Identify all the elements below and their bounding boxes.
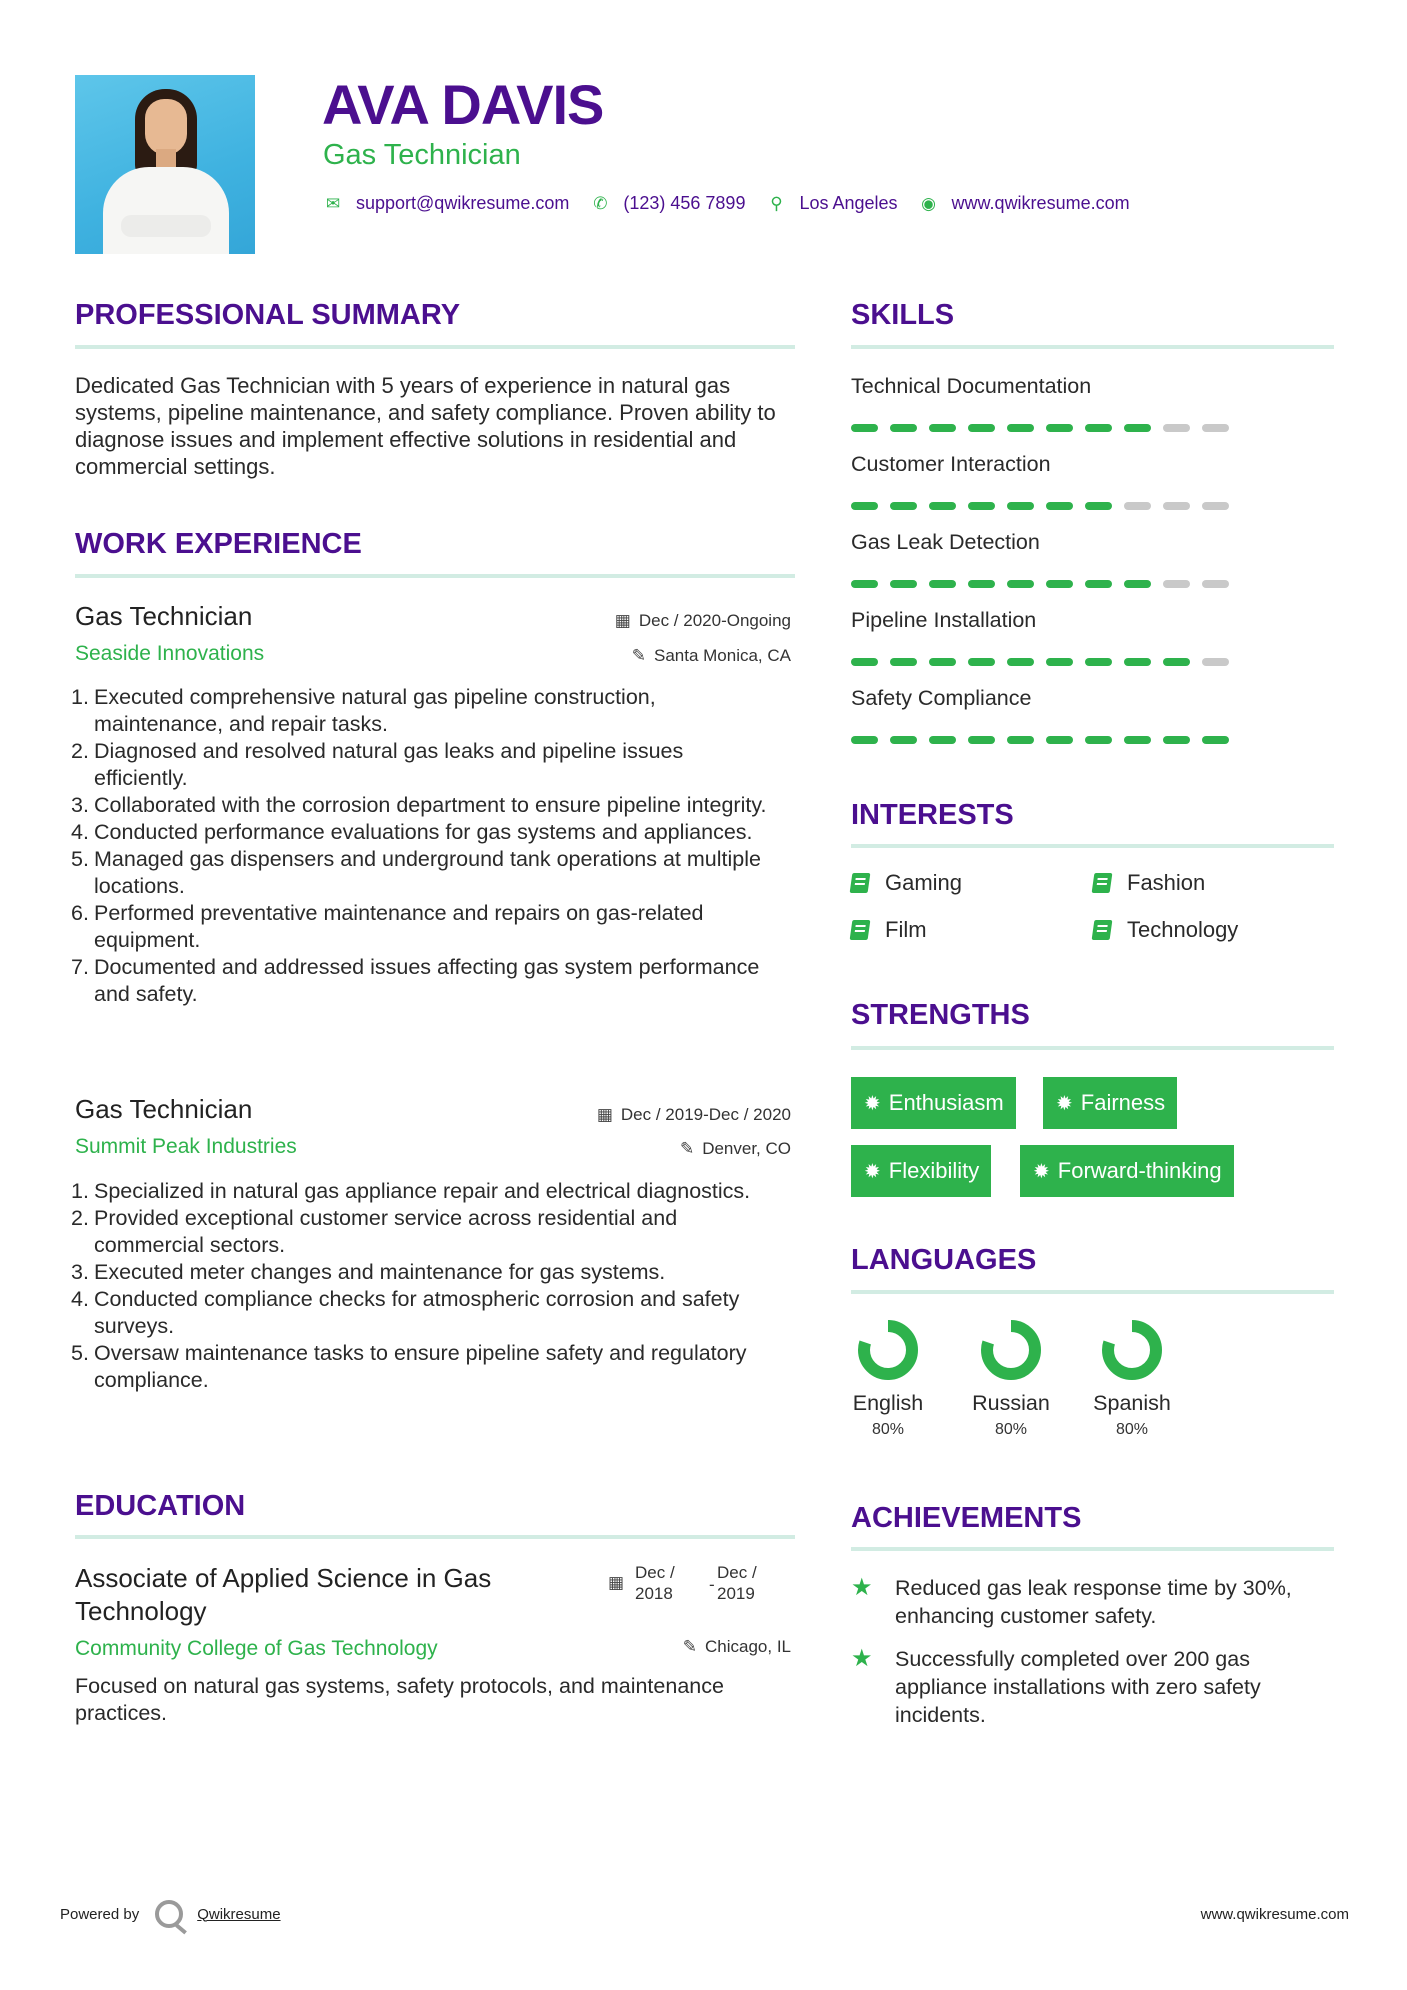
achievements-divider (851, 1547, 1334, 1551)
skill-level-segment (1007, 736, 1034, 744)
interest-item: Fashion (1093, 870, 1205, 896)
strength-badge: ✹ Flexibility (851, 1145, 991, 1197)
skill-level-segment (1163, 658, 1190, 666)
list-item: 3. Collaborated with the corrosion department to ensure pipeline integrity. (71, 793, 767, 817)
skill-level-segment (929, 502, 956, 510)
skill-level-segment (851, 658, 878, 666)
pin-icon: ✎ (631, 646, 646, 665)
summary-heading: PROFESSIONAL SUMMARY (75, 299, 461, 331)
job-date (615, 610, 791, 632)
list-item: 1. Specialized in natural gas appliance repair and electrical diagnostics. (71, 1179, 751, 1203)
job-title: Gas Technician (75, 1094, 253, 1124)
job-company: Summit Peak Industries (75, 1135, 297, 1158)
list-item: 6. Performed preventative maintenance and repairs on gas-related equipment. (71, 901, 704, 952)
languages-divider (851, 1290, 1334, 1294)
skill-level-segment (1007, 580, 1034, 588)
language-percent: 80% (994, 1421, 1028, 1438)
skill-level-segment (890, 736, 917, 744)
star-icon: ★ (851, 1574, 873, 1601)
list-item: 1. Executed comprehensive natural gas pipeline construction, maintenance, and repair tasks. (71, 685, 656, 736)
skill-level-bar (851, 502, 1241, 510)
skill-level-bar (851, 736, 1241, 744)
edu-date-end-year: 2019 (717, 1584, 755, 1603)
summary-divider (75, 345, 795, 349)
interest-item: Film (851, 917, 927, 943)
job-location-text: Denver, CO (702, 1139, 791, 1158)
skill-level-segment (1163, 424, 1190, 432)
footer-powered-by (60, 1900, 281, 1928)
skill-level-segment (1124, 502, 1151, 510)
calendar-icon: ▦ (608, 1573, 625, 1592)
edu-date-end-month: Dec / (717, 1563, 757, 1582)
list-item: 2. Provided exceptional customer service across residential and commercial sectors. (71, 1206, 678, 1257)
skill-level-segment (1046, 502, 1073, 510)
skill-level-segment (890, 502, 917, 510)
skill-level-segment (929, 580, 956, 588)
badge-star-icon: ✹ (864, 1160, 881, 1183)
skill-level-segment (1124, 580, 1151, 588)
contact-bar (322, 193, 1150, 214)
job-bullets (71, 1178, 775, 1394)
skill-level-segment (1202, 736, 1229, 744)
skill-level-segment (968, 424, 995, 432)
skill-level-segment (1085, 502, 1112, 510)
skill-level-segment (1046, 736, 1073, 744)
list-item: 2. Diagnosed and resolved natural gas leaks and pipeline issues efficiently. (71, 739, 684, 790)
strength-badge: ✹ Forward-thinking (1020, 1145, 1234, 1197)
skill-level-segment (929, 424, 956, 432)
skills-divider (851, 345, 1334, 349)
skill-level-segment (851, 502, 878, 510)
strength-badge: ✹ Fairness (1043, 1077, 1177, 1129)
achievement-item: ★ Reduced gas leak response time by 30%, enhancing customer safety. (851, 1574, 1292, 1628)
education-description: Focused on natural gas systems, safety protocols, and maintenance practices. (75, 1674, 724, 1725)
skill-level-segment (1124, 736, 1151, 744)
book-icon (850, 873, 871, 893)
language-ring (979, 1318, 1043, 1382)
list-item: 5. Managed gas dispensers and underground tank operations at multiple locations. (71, 847, 761, 898)
job-location-text: Santa Monica, CA (653, 646, 791, 665)
education-divider (75, 1535, 795, 1539)
star-icon: ★ (851, 1645, 873, 1672)
brand-link[interactable]: Qwikresume (197, 1905, 281, 1923)
pin-icon: ✎ (679, 1139, 695, 1158)
job-location (632, 645, 791, 667)
skill-name: Pipeline Installation (851, 608, 1037, 632)
language-ring (1100, 1318, 1164, 1382)
language-ring-arc (1108, 1326, 1156, 1374)
skill-level-segment (1124, 424, 1151, 432)
book-icon (850, 920, 871, 940)
experience-divider (75, 574, 795, 578)
achievements-heading: ACHIEVEMENTS (851, 1502, 1082, 1534)
candidate-title: Gas Technician (323, 139, 521, 171)
skill-level-segment (1046, 424, 1073, 432)
skill-level-segment (1007, 424, 1034, 432)
language-percent: 80% (871, 1421, 905, 1438)
interest-item: Technology (1093, 917, 1238, 943)
badge-star-icon: ✹ (864, 1092, 881, 1115)
skill-level-segment (1085, 658, 1112, 666)
degree-title: Associate of Applied Science in Gas Technology (75, 1563, 492, 1626)
skill-level-segment (968, 502, 995, 510)
skill-level-segment (890, 658, 917, 666)
skill-level-segment (851, 424, 878, 432)
list-item: 4. Conducted performance evaluations for gas systems and appliances. (71, 820, 753, 844)
languages-heading: LANGUAGES (851, 1244, 1037, 1276)
list-item: 4. Conducted compliance checks for atmospheric corrosion and safety surveys. (71, 1287, 740, 1338)
skill-level-segment (851, 736, 878, 744)
skill-level-bar (851, 658, 1241, 666)
skill-level-segment (1046, 658, 1073, 666)
skill-name: Safety Compliance (851, 686, 1032, 710)
website-link[interactable]: www.qwikresume.com (951, 193, 1130, 213)
language-ring (856, 1318, 920, 1382)
skills-heading: SKILLS (851, 299, 955, 331)
interests-divider (851, 844, 1334, 848)
strengths-divider (851, 1046, 1334, 1050)
list-item: 3. Executed meter changes and maintenance for gas systems. (71, 1260, 666, 1284)
pin-icon: ✎ (682, 1637, 697, 1656)
experience-heading: WORK EXPERIENCE (75, 528, 362, 560)
location-text: Los Angeles (799, 193, 898, 213)
location-pin-icon: ⚲ (770, 193, 783, 213)
badge-star-icon: ✹ (1056, 1092, 1073, 1115)
edu-date-start-month: Dec / (635, 1563, 675, 1582)
skill-level-segment (968, 658, 995, 666)
skill-name: Technical Documentation (851, 374, 1092, 398)
skill-name: Customer Interaction (851, 452, 1051, 476)
edu-date-end (717, 1562, 757, 1604)
footer-website[interactable]: www.qwikresume.com (1200, 1906, 1349, 1923)
strengths-heading: STRENGTHS (851, 999, 1030, 1031)
skill-level-segment (968, 580, 995, 588)
interests-heading: INTERESTS (851, 799, 1014, 831)
envelope-icon: ✉ (325, 193, 341, 213)
skill-level-segment (1163, 736, 1190, 744)
edu-date-start (608, 1562, 675, 1604)
phone-icon: ✆ (593, 193, 608, 213)
powered-by-text: Powered by (60, 1905, 140, 1923)
skill-level-segment (929, 736, 956, 744)
profile-photo (75, 75, 255, 254)
edu-location (683, 1636, 791, 1658)
skill-level-segment (929, 658, 956, 666)
job-bullets (71, 684, 775, 1008)
education-heading: EDUCATION (75, 1490, 246, 1522)
interest-item: Gaming (851, 870, 962, 896)
skill-level-bar (851, 580, 1241, 588)
book-icon (1092, 920, 1113, 940)
calendar-icon: ▦ (596, 1105, 613, 1124)
edu-date-sep: - (709, 1575, 715, 1594)
job-location (680, 1138, 791, 1160)
job-title: Gas Technician (75, 601, 253, 631)
skill-level-segment (1085, 580, 1112, 588)
skill-level-segment (890, 424, 917, 432)
strength-badge: ✹ Enthusiasm (851, 1077, 1016, 1129)
language-item (838, 1318, 938, 1440)
skill-level-segment (890, 580, 917, 588)
book-icon (1092, 873, 1113, 893)
job-date (597, 1104, 791, 1126)
language-ring-arc (987, 1326, 1035, 1374)
job-company: Seaside Innovations (75, 642, 265, 665)
achievement-item: ★ Successfully completed over 200 gas appliance installations with zero safety incidents. (851, 1645, 1261, 1727)
skill-level-segment (1085, 424, 1112, 432)
list-item: 5. Oversaw maintenance tasks to ensure pipeline safety and regulatory compliance. (71, 1341, 747, 1392)
skill-level-segment (1163, 502, 1190, 510)
language-item (1082, 1318, 1182, 1440)
job-date-text: Dec / 2019-Dec / 2020 (620, 1105, 791, 1124)
skill-level-segment (1163, 580, 1190, 588)
email-link[interactable]: support@qwikresume.com (356, 193, 570, 213)
summary-text: Dedicated Gas Technician with 5 years of experience in natural gas systems, pipeline maintenance, and safety compliance. Proven ability to diagnose issues and implement effective solutions in residential and commercial settings. (75, 373, 776, 479)
skill-level-segment (1202, 658, 1229, 666)
language-item (961, 1318, 1061, 1440)
school-name: Community College of Gas Technology (75, 1637, 438, 1660)
qwikresume-logo-icon (155, 1900, 183, 1928)
language-name: English (852, 1391, 924, 1415)
list-item: 7. Documented and addressed issues affecting gas system performance and safety. (71, 955, 760, 1006)
language-name: Russian (972, 1391, 1050, 1415)
edu-location-text: Chicago, IL (705, 1637, 791, 1656)
skill-level-segment (1124, 658, 1151, 666)
edu-date-start-year: 2018 (635, 1584, 673, 1603)
skill-name: Gas Leak Detection (851, 530, 1040, 554)
skill-level-segment (1202, 502, 1229, 510)
skill-level-segment (1007, 502, 1034, 510)
candidate-name: AVA DAVIS (322, 73, 604, 136)
skill-level-segment (1085, 736, 1112, 744)
language-ring-arc (864, 1326, 912, 1374)
skill-level-bar (851, 424, 1241, 432)
language-percent: 80% (1115, 1421, 1149, 1438)
calendar-icon: ▦ (614, 611, 631, 630)
phone-text: (123) 456 7899 (623, 193, 746, 213)
skill-level-segment (1046, 580, 1073, 588)
skill-level-segment (1007, 658, 1034, 666)
badge-star-icon: ✹ (1033, 1160, 1050, 1183)
job-date-text: Dec / 2020-Ongoing (638, 611, 791, 630)
skill-level-segment (968, 736, 995, 744)
skill-level-segment (1202, 424, 1229, 432)
skill-level-segment (1202, 580, 1229, 588)
language-name: Spanish (1093, 1391, 1171, 1415)
skill-level-segment (851, 580, 878, 588)
globe-icon: ◉ (921, 193, 936, 213)
